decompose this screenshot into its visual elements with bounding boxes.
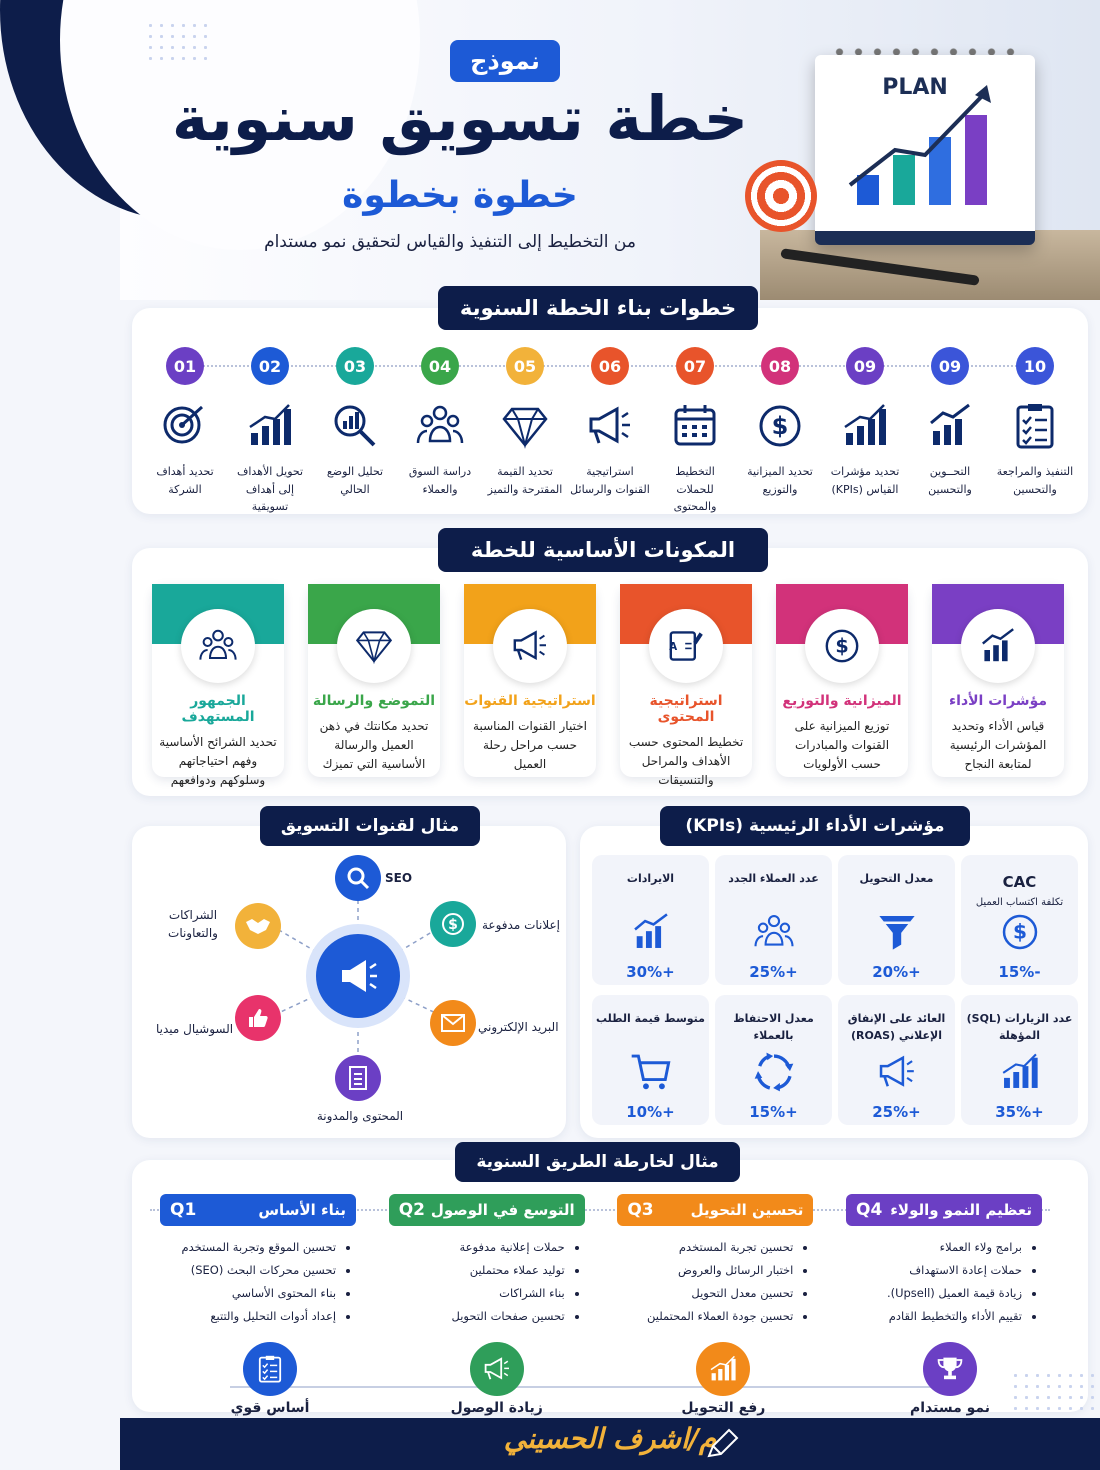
partners-handshake-icon xyxy=(235,903,281,949)
people-icon xyxy=(415,401,465,451)
quarter-task: • توليد عملاء محتملين xyxy=(389,1259,565,1282)
milestone xyxy=(663,1342,783,1416)
quarter-task: • تحسين محركات البحث (SEO) xyxy=(160,1259,336,1282)
dart-target-image xyxy=(745,160,817,232)
seo-search-icon xyxy=(335,855,381,901)
channel-paid-label: إعلانات مدفوعة xyxy=(482,918,561,932)
kpi-card xyxy=(838,855,955,985)
step-number: 05 xyxy=(506,347,544,385)
content-document-icon xyxy=(335,1055,381,1101)
quarter-column xyxy=(846,1194,1042,1328)
kpi-card xyxy=(592,855,709,985)
steps-row xyxy=(145,347,1075,516)
quarter-column xyxy=(160,1194,356,1328)
dollar-icon xyxy=(755,401,805,451)
content-edit-icon xyxy=(649,609,723,683)
bar-chart-icon xyxy=(840,401,890,451)
component-description: تحديد الشرائح الأساسية وفهم احتياجاتهم وسلوكهم ودوافعهم xyxy=(159,735,277,788)
bar-chart-icon xyxy=(994,1051,1046,1093)
quarter-header xyxy=(617,1194,813,1226)
component-description: تحديد مكانتك في ذهن العميل والرسالة الأساسية التي تميزك xyxy=(319,719,429,772)
magnifier-chart-icon xyxy=(330,401,380,451)
channels-section-title: مثال لقنوات التسويق xyxy=(260,806,480,846)
quarter-column xyxy=(389,1194,585,1328)
kpi-value: +25% xyxy=(749,963,798,981)
milestone xyxy=(890,1342,1010,1416)
step-label: تحديد أهداف الشركة xyxy=(156,465,214,496)
kpi-card xyxy=(838,995,955,1125)
channel-social-label: السوشيال ميديا xyxy=(156,1022,234,1036)
quarter-name: بناء الأساس xyxy=(258,1201,347,1219)
component-title: الميزانية والتوزيع xyxy=(782,693,902,709)
quarter-task: • بناء الشراكات xyxy=(389,1282,565,1305)
step-number: 09 xyxy=(846,347,884,385)
kpi-title: متوسط قيمة الطلب xyxy=(596,1012,705,1025)
step-label: التخطيط للحملات والمحتوى xyxy=(673,465,717,514)
kpis-grid xyxy=(590,855,1078,1125)
step-item xyxy=(740,347,820,516)
step-item xyxy=(400,347,480,516)
component-card xyxy=(152,584,284,788)
page-title: خطة تسويق سنوية xyxy=(171,82,749,155)
kpi-value: +25% xyxy=(872,1103,921,1121)
milestone xyxy=(210,1342,330,1416)
roadmap-section-title: مثال لخارطة الطريق السنوية xyxy=(455,1142,740,1182)
megaphone-icon xyxy=(871,1051,923,1093)
quarter-header xyxy=(160,1194,356,1226)
step-item xyxy=(315,347,395,516)
components-row xyxy=(152,584,1064,788)
step-item xyxy=(910,347,990,516)
kpi-title: الايرادات xyxy=(626,872,675,885)
component-title: التموضع والرسالة xyxy=(312,693,436,709)
roadmap-quarters-row xyxy=(160,1194,1042,1328)
step-label: تحديد الميزانية والتوزيع xyxy=(747,465,813,496)
quarter-task: • حملات إعلانية مدفوعة xyxy=(389,1236,565,1259)
quarter-task: • تحسين تجربة المستخدم xyxy=(617,1236,793,1259)
milestone-label: زيادة الوصول xyxy=(450,1400,543,1416)
step-label: استراتيجية القنوات والرسائل xyxy=(570,465,650,496)
kpi-title: عدد الزيارات (SQL) المؤهلة xyxy=(966,1012,1073,1042)
component-card xyxy=(308,584,440,777)
step-number: 09 xyxy=(931,347,969,385)
kpi-card xyxy=(961,995,1078,1125)
cart-icon xyxy=(625,1051,677,1093)
component-card xyxy=(776,584,908,777)
checklist-icon xyxy=(1010,401,1060,451)
kpi-title: معدل الاحتفاظ بالعملاء xyxy=(733,1012,814,1042)
step-number: 02 xyxy=(251,347,289,385)
cycle-icon xyxy=(748,1051,800,1093)
step-number: 03 xyxy=(336,347,374,385)
kpi-title: عدد العملاء الجدد xyxy=(728,872,819,885)
roadmap-milestones-row xyxy=(210,1342,1010,1416)
kpi-value: +10% xyxy=(626,1103,675,1121)
kpi-card xyxy=(961,855,1078,985)
trophy-icon xyxy=(923,1342,977,1396)
component-title: استراتيجية القنوات xyxy=(464,693,596,709)
target-icon xyxy=(160,401,210,451)
kpi-title: CAC تكلفة اكتساب العميل xyxy=(975,873,1064,908)
svg-text:$: $ xyxy=(771,412,789,440)
page-subtitle: خطوة بخطوة xyxy=(342,175,578,216)
step-label: تحويل الأهداف إلى أهداف تسويقية xyxy=(236,465,304,514)
milestone xyxy=(437,1342,557,1416)
quarter-task: • برامج ولاء العملاء xyxy=(846,1236,1022,1259)
email-envelope-icon xyxy=(430,1000,476,1046)
channel-email-label: البريد الإلكتروني xyxy=(478,1020,559,1034)
quarter-tag: Q2 xyxy=(398,1200,425,1220)
steps-section-title: خطوات بناء الخطة السنوية xyxy=(438,286,758,330)
step-label: التحــوين والتحسين xyxy=(928,465,972,496)
svg-text:A: A xyxy=(669,641,678,653)
quarter-task: • تقييم الأداء والتخطيط القادم xyxy=(846,1305,1022,1328)
quarter-task: • حملات إعادة الاستهداف xyxy=(846,1259,1022,1282)
quarter-task: • إعداد أدوات التحليل والتتبع xyxy=(160,1305,336,1328)
step-label: تحديد القيمة المقترحة والتميز xyxy=(487,465,563,496)
quarter-task: • تحسين معدل التحويل xyxy=(617,1282,793,1305)
quarter-task: • تحسين جودة العملاء المحتملين xyxy=(617,1305,793,1328)
channel-seo-label: SEO xyxy=(385,871,413,885)
kpi-card xyxy=(715,855,832,985)
step-item xyxy=(485,347,565,516)
step-number: 04 xyxy=(421,347,459,385)
svg-text:$: $ xyxy=(1012,919,1027,944)
component-card xyxy=(620,584,752,788)
milestone-label: رفع التحويل xyxy=(681,1400,766,1416)
quarter-task-list xyxy=(389,1236,585,1328)
kpi-value: +30% xyxy=(626,963,675,981)
quarter-task-list xyxy=(846,1236,1042,1328)
growth-chart-icon xyxy=(625,911,677,953)
kpi-value: -15% xyxy=(998,963,1041,981)
kpi-value: +35% xyxy=(995,1103,1044,1121)
dollar-icon xyxy=(805,609,879,683)
svg-text:$: $ xyxy=(448,917,458,933)
dollar-icon xyxy=(994,911,1046,953)
growth-chart-icon xyxy=(961,609,1035,683)
step-item xyxy=(995,347,1075,516)
step-label: تحديد مؤشرات القياس (KPIs) xyxy=(830,465,900,496)
step-number: 10 xyxy=(1016,347,1054,385)
components-section-title: المكونات الأساسية للخطة xyxy=(438,528,768,572)
kpi-title: معدل التحويل xyxy=(859,872,934,885)
dots-decoration xyxy=(145,20,215,60)
step-item xyxy=(570,347,650,516)
people-icon xyxy=(181,609,255,683)
step-item xyxy=(230,347,310,516)
kpi-title: العائد على الإنفاق الإعلاني (ROAS) xyxy=(847,1012,946,1042)
channel-content-label: المحتوى والمدونة xyxy=(316,1109,404,1123)
quarter-tag: Q1 xyxy=(170,1200,197,1220)
diamond-icon xyxy=(500,401,550,451)
quarter-task: • زيادة قيمة العميل (Upsell). xyxy=(846,1282,1022,1305)
step-number: 01 xyxy=(166,347,204,385)
diamond-icon xyxy=(337,609,411,683)
funnel-icon xyxy=(871,911,923,953)
quarter-task-list xyxy=(160,1236,356,1328)
checklist-icon xyxy=(243,1342,297,1396)
kpi-card xyxy=(715,995,832,1125)
quarter-tag: Q3 xyxy=(627,1200,654,1220)
megaphone-icon xyxy=(585,401,635,451)
template-badge: نموذج xyxy=(450,40,560,82)
kpi-card xyxy=(592,995,709,1125)
kpis-section-title: مؤشرات الأداء الرئيسية (KPIs) xyxy=(660,806,970,846)
quarter-task-list xyxy=(617,1236,813,1328)
step-item xyxy=(145,347,225,516)
component-description: اختيار القنوات المناسبة حسب مراحل رحلة العميل xyxy=(473,719,587,772)
quarter-name: تحسين التحويل xyxy=(690,1201,804,1219)
step-number: 08 xyxy=(761,347,799,385)
component-title: استراتيجية المحتوى xyxy=(649,693,723,725)
kpi-value: +20% xyxy=(872,963,921,981)
channel-partners-label: الشراكات والتعاونات xyxy=(168,908,218,940)
pen-icon xyxy=(705,1428,739,1464)
kpi-value: +15% xyxy=(749,1103,798,1121)
megaphone-center-icon xyxy=(316,934,400,1018)
component-card xyxy=(932,584,1064,777)
quarter-task: • تحسين صفحات التحويل xyxy=(389,1305,565,1328)
paid-ads-dollar-icon xyxy=(430,901,476,947)
growth-chart-icon xyxy=(925,401,975,451)
bar-chart-icon xyxy=(696,1342,750,1396)
step-label: دراسة السوق والعملاء xyxy=(408,465,472,496)
component-description: تخطيط المحتوى حسب الأهداف والمراحل والتنسيقات xyxy=(628,735,744,788)
social-like-icon xyxy=(235,995,281,1041)
quarter-column xyxy=(617,1194,813,1328)
quarter-task: • بناء المحتوى الأساسي xyxy=(160,1282,336,1305)
step-number: 06 xyxy=(591,347,629,385)
calendar-plan-text: PLAN xyxy=(882,75,948,100)
milestone-label: نمو مستدام xyxy=(909,1400,991,1416)
component-title: مؤشرات الأداء xyxy=(948,693,1048,709)
people-icon xyxy=(748,911,800,953)
megaphone-icon xyxy=(493,609,567,683)
quarter-header xyxy=(389,1194,585,1226)
quarter-name: التوسع في الوصول xyxy=(430,1201,575,1219)
component-description: قياس الأداء وتحديد المؤشرات الرئيسية لمتابعة النجاح xyxy=(949,719,1047,772)
quarter-task: • تحسين الموقع وتجربة المستخدم xyxy=(160,1236,336,1259)
step-label: تحليل الوضع الحالي xyxy=(326,465,384,496)
author-signature: م/اشرف الحسيني xyxy=(503,1422,717,1455)
step-label: التنفيذ والمراجعة والتحسين xyxy=(996,465,1074,496)
megaphone-icon xyxy=(470,1342,524,1396)
quarter-task: • اختبار الرسائل والعروض xyxy=(617,1259,793,1282)
quarter-tag: Q4 xyxy=(856,1200,883,1220)
step-item xyxy=(825,347,905,516)
component-description: توزيع الميزانية على القنوات والمبادرات حسب الأولويات xyxy=(794,719,890,772)
step-item xyxy=(655,347,735,516)
svg-text:$: $ xyxy=(835,634,849,658)
step-number: 07 xyxy=(676,347,714,385)
component-title: الجمهور المستهدف xyxy=(181,693,255,725)
page-tagline: من التخطيط إلى التنفيذ والقياس لتحقيق نمو مستدام xyxy=(264,232,636,252)
milestone-label: أساس قوي xyxy=(230,1400,310,1416)
calendar-icon xyxy=(670,401,720,451)
component-card xyxy=(464,584,596,777)
quarter-header xyxy=(846,1194,1042,1226)
quarter-name: تعظيم النمو والولاء xyxy=(890,1201,1032,1219)
bar-chart-icon xyxy=(245,401,295,451)
